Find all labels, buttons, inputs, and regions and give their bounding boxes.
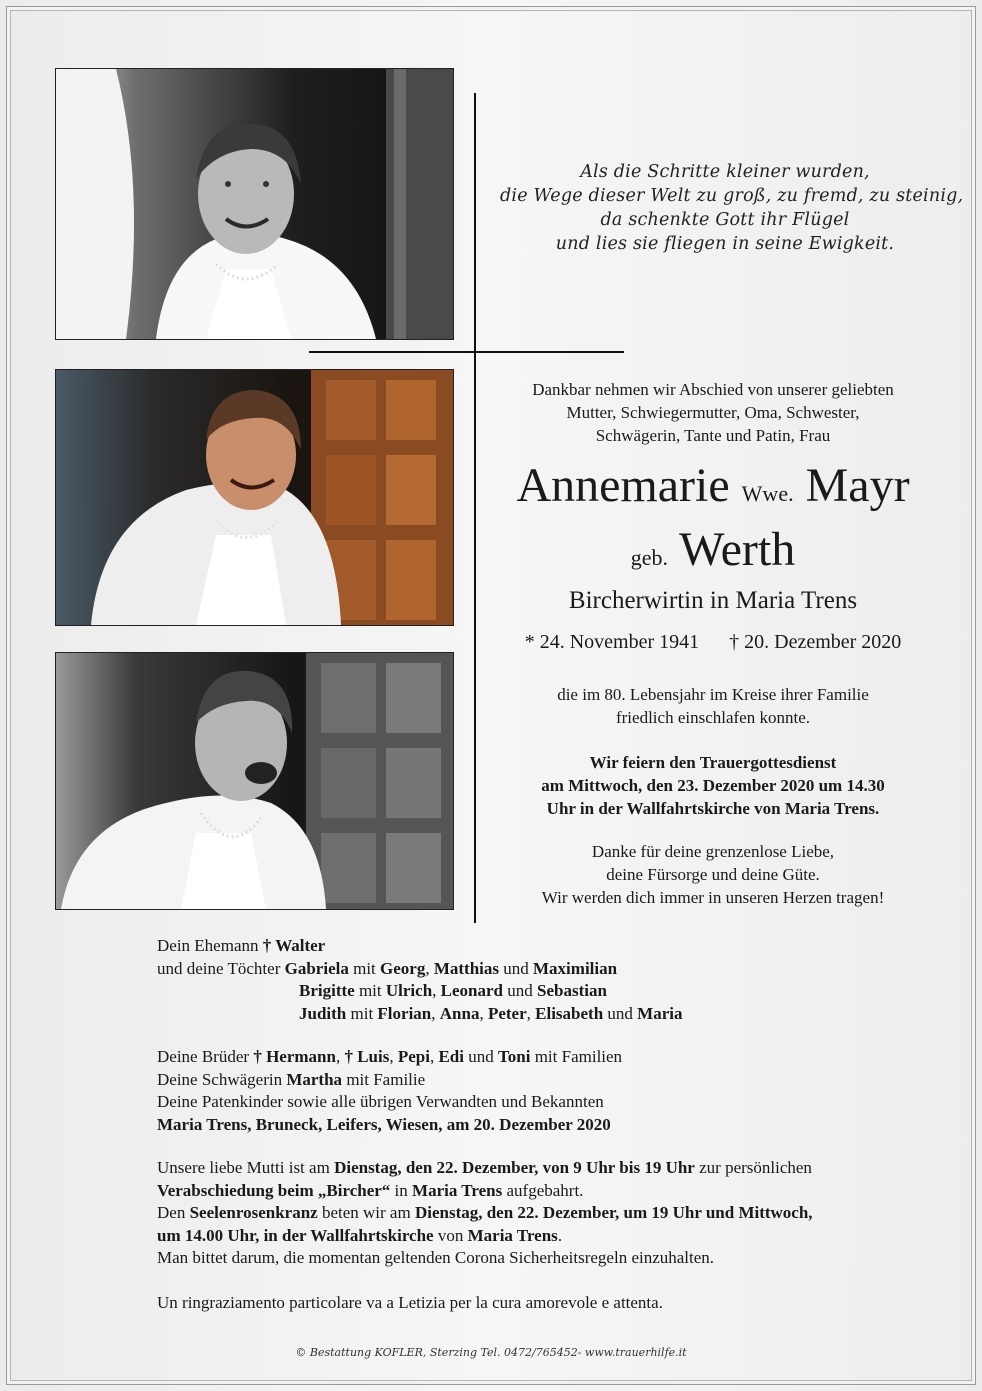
widow-abbrev: Wwe. (741, 481, 794, 506)
connector: mit (348, 958, 381, 978)
service-line: Wir feiern den Trauergottesdienst (589, 753, 837, 772)
notice-emphasis: Dienstag, den 22. Dezember, von 9 Uhr bis 19 Uhr (334, 1158, 695, 1177)
notice-line (157, 1180, 937, 1203)
first-name: Annemarie (516, 459, 730, 512)
connector: , (526, 1003, 536, 1023)
portrait-photo-2 (56, 370, 453, 625)
thanks-line: Wir werden dich immer in unseren Herzen tragen! (541, 888, 885, 907)
connector: , (389, 1047, 398, 1066)
notice-line: Man bittet darum, die momentan geltenden Corona Sicherheitsregeln einzuhalten. (157, 1248, 715, 1267)
death-text-line: friedlich einschlafen konnte. (615, 708, 810, 727)
deceased-name (487, 458, 939, 522)
notice-text: Unsere liebe Mutti ist am (157, 1158, 335, 1177)
grandchild-name: Anna (439, 1003, 480, 1023)
connector: , (429, 1047, 439, 1066)
grandchild-name: Maria (637, 1003, 683, 1023)
grandchild-name: Elisabeth (535, 1003, 604, 1023)
husband-prefix: Dein Ehemann (157, 936, 263, 955)
brother-name: Toni (497, 1047, 531, 1066)
notice-emphasis: Maria Trens (467, 1225, 558, 1245)
notice-text: zur persönlichen (694, 1158, 812, 1177)
connector: , (425, 958, 434, 978)
brother-name: † Luis (344, 1047, 390, 1066)
last-name: Mayr (805, 459, 910, 512)
funeral-service (487, 751, 939, 820)
thanks-text (487, 840, 939, 909)
relatives-list (157, 1046, 937, 1136)
connector: , (335, 1047, 345, 1066)
thanks-line: Danke für deine grenzenlose Liebe, (591, 842, 835, 861)
connector: , (432, 981, 441, 1000)
poem-line: und lies sie fliegen in seine Ewigkeit. (555, 234, 895, 254)
death-text-line: die im 80. Lebensjahr im Kreise ihrer Familie (557, 685, 869, 704)
sister-in-law-name: Martha (286, 1069, 343, 1089)
notice-emphasis: Seelenrosenkranz (189, 1203, 318, 1222)
partner-name: Georg (380, 958, 426, 978)
brothers-prefix: Deine Brüder (157, 1047, 254, 1066)
husband-row (157, 935, 937, 958)
connector: , (479, 1003, 488, 1023)
notice-text: aufgebahrt. (502, 1180, 584, 1200)
notice-text: von (433, 1225, 468, 1245)
life-dates (487, 629, 939, 655)
connector: mit Familie (342, 1069, 426, 1089)
service-line: am Mittwoch, den 23. Dezember 2020 um 14.30 (541, 776, 885, 795)
portrait-photo-1 (56, 69, 453, 339)
notice-line (157, 1157, 937, 1180)
viewing-notice (157, 1157, 937, 1270)
grandchild-name: Matthias (433, 958, 500, 978)
notice-text: beten wir am (317, 1203, 415, 1222)
connector: und (463, 1047, 498, 1066)
intro-line: Schwägerin, Tante und Patin, Frau (595, 426, 831, 445)
connector: und (499, 958, 534, 978)
footer-credit: © Bestattung KOFLER, Sterzing Tel. 0472/765452- www.trauerhilfe.it (295, 1346, 687, 1359)
daughter-row (157, 1003, 937, 1026)
notice-line (157, 1202, 937, 1225)
daughter-row (157, 958, 937, 981)
daughters-prefix: und deine Töchter (157, 958, 285, 978)
husband-name: † Walter (262, 936, 326, 955)
brother-name: † Hermann (253, 1047, 336, 1066)
farewell-intro (487, 378, 939, 447)
connector: mit (354, 981, 386, 1000)
intro-line: Dankbar nehmen wir Abschied von unserer geliebten (532, 380, 894, 399)
death-date: † 20. Dezember 2020 (729, 631, 902, 653)
daughter-name: Judith (299, 1003, 347, 1023)
notice-line (157, 1225, 937, 1248)
portrait-photo-3 (56, 653, 453, 909)
connector: und (603, 1003, 638, 1023)
brother-name: Pepi (397, 1047, 430, 1066)
daughter-name: Brigitte (299, 981, 355, 1000)
grandchild-name: Sebastian (537, 981, 607, 1000)
notice-emphasis: um 14.00 Uhr, in der Wallfahrtskirche (157, 1225, 434, 1245)
born-prefix: geb. (630, 545, 669, 570)
notice-text: Den (157, 1203, 190, 1222)
brothers-row (157, 1046, 937, 1069)
sister-in-law-row (157, 1069, 937, 1092)
notice-emphasis: Maria Trens (412, 1180, 503, 1200)
occupation: Bircherwirtin in Maria Trens (568, 587, 858, 614)
daughter-row (157, 980, 937, 1003)
daughter-name: Gabriela (284, 958, 349, 978)
notice-emphasis: Dienstag, den 22. Dezember, um 19 Uhr und Mittwoch, (414, 1203, 813, 1222)
place-date: Maria Trens, Bruneck, Leifers, Wiesen, am 20. Dezember 2020 (157, 1114, 611, 1134)
service-line: Uhr in der Wallfahrtskirche von Maria Trens. (546, 799, 880, 818)
notice-text: . (557, 1225, 563, 1245)
partner-name: Ulrich (385, 981, 433, 1000)
notice-text: in (390, 1180, 413, 1200)
poem (500, 160, 964, 256)
maiden-name-line (487, 522, 939, 586)
intro-line: Mutter, Schwiegermutter, Oma, Schwester, (566, 403, 860, 422)
cross-horizontal-bar (309, 351, 624, 353)
poem-line: Als die Schritte kleiner wurden, (580, 162, 870, 182)
grandchild-name: Maximilian (533, 958, 618, 978)
poem-line: da schenkte Gott ihr Flügel (600, 210, 850, 230)
connector: , (431, 1003, 440, 1023)
sister-in-law-prefix: Deine Schwägerin (157, 1069, 287, 1089)
cross-vertical-bar (474, 93, 476, 923)
death-text (487, 683, 939, 729)
family-list (157, 935, 937, 1025)
grandchild-name: Peter (487, 1003, 527, 1023)
poem-line: die Wege dieser Welt zu groß, zu fremd, zu steinig, (500, 186, 964, 206)
connector: und (503, 981, 537, 1000)
partner-name: Florian (377, 1003, 432, 1023)
thanks-line: deine Fürsorge und deine Güte. (606, 865, 820, 884)
place-date-row (157, 1114, 937, 1137)
maiden-name: Werth (679, 523, 796, 576)
notice-emphasis: Verabschiedung beim „Bircher“ (157, 1180, 391, 1200)
godchildren-row: Deine Patenkinder sowie alle übrigen Verwandten und Bekannten (157, 1092, 604, 1111)
brother-name: Edi (438, 1047, 464, 1066)
italian-thanks: Un ringraziamento particolare va a Letizia per la cura amorevole e attenta. (157, 1293, 663, 1312)
grandchild-name: Leonard (440, 981, 503, 1000)
birth-date: * 24. November 1941 (524, 631, 700, 653)
connector: mit (346, 1003, 378, 1023)
connector: mit Familien (530, 1047, 623, 1066)
